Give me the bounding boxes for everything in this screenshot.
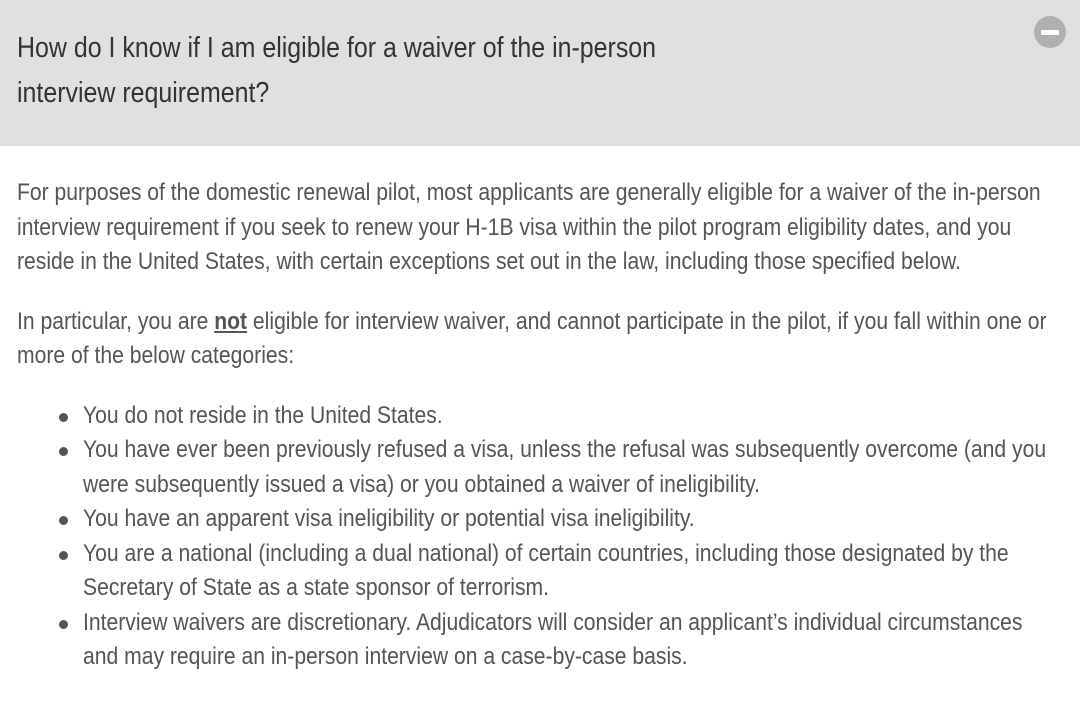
answer-particular	[17, 305, 1069, 374]
emphasis-not: not	[214, 307, 248, 335]
ineligibility-list	[17, 399, 1068, 675]
list-item-text: You have ever been previously refused a visa, unless the refusal was subsequently overcome (and you were subsequently issued a visa) or you obtained a waiver of ineligibility.	[83, 436, 1047, 498]
particular-after: eligible for interview waiver, and cannot participate in the pilot, if you fall within one or more of the below categories:	[17, 307, 1047, 369]
list-item-text: You have an apparent visa ineligibility or potential visa ineligibility.	[83, 505, 695, 532]
bullet-icon	[59, 516, 68, 525]
minus-circle-icon[interactable]	[1034, 16, 1066, 48]
list-item	[17, 399, 1068, 434]
list-item	[17, 502, 1068, 537]
list-item-text: You are a national (including a dual national) of certain countries, including those designated by the Secretary of State as a state sponsor of terrorism.	[83, 539, 1009, 601]
answer-intro: For purposes of the domestic renewal pilot, most applicants are generally eligible for a waiver of the in-person interview requirement if you seek to renew your H-1B visa within the pilot program eligibility dates, and you reside in the United States, with certain exceptions set out in the law, including those specified below.	[17, 179, 1041, 275]
list-item	[17, 433, 1068, 502]
bullet-icon	[59, 413, 68, 422]
particular-before: In particular, you are	[17, 307, 215, 335]
bullet-icon	[59, 620, 68, 629]
bullet-icon	[59, 551, 68, 560]
minus-bar	[1041, 30, 1059, 35]
list-item	[17, 606, 1068, 675]
faq-header[interactable]	[0, 0, 1080, 146]
faq-answer	[0, 146, 1080, 675]
list-item	[17, 537, 1068, 606]
list-item-text: You do not reside in the United States.	[83, 401, 443, 429]
bullet-icon	[59, 447, 68, 456]
list-item-text: Interview waivers are discretionary. Adjudicators will consider an applicant’s individual circumstances and may require an in-person interview on a case-by-case basis.	[83, 608, 1023, 670]
faq-question: How do I know if I am eligible for a waiver of the in-person interview requirement?	[17, 32, 657, 109]
